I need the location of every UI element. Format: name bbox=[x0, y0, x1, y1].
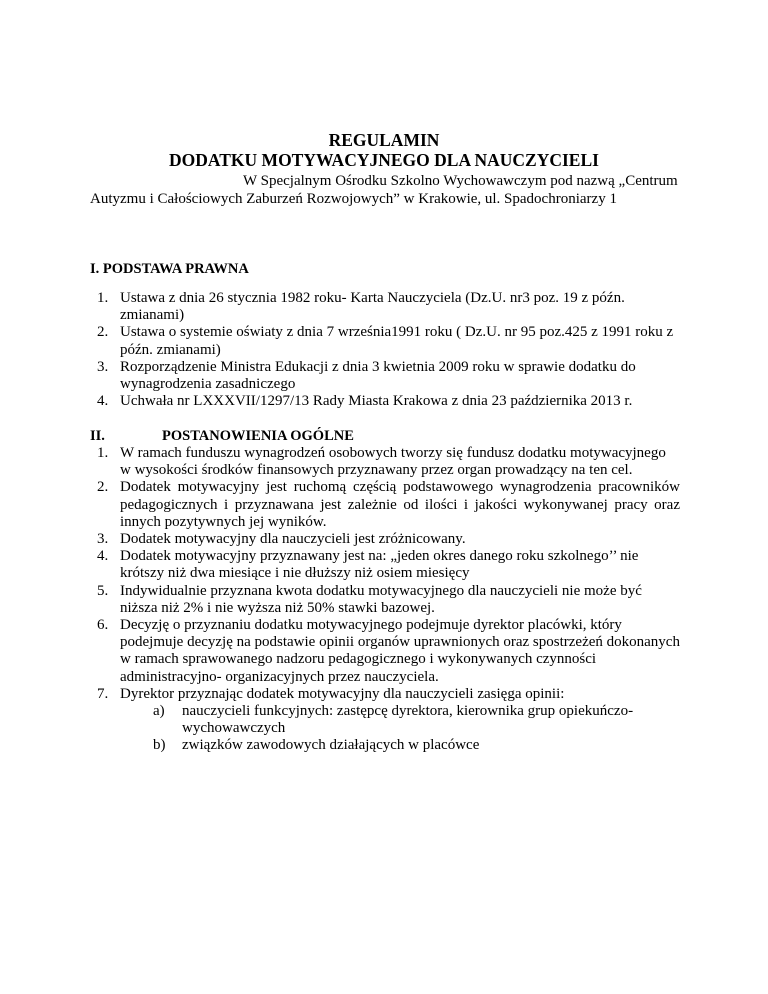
section-1-list bbox=[90, 290, 680, 410]
list-item bbox=[90, 393, 680, 410]
sub-list-item bbox=[120, 703, 680, 737]
list-item bbox=[90, 686, 680, 755]
list-item-text: Indywidualnie przyznana kwota dodatku motywacyjnego dla nauczycieli nie może być niższa niż 2% i nie wyższa niż 50% stawki bazowej. bbox=[120, 582, 642, 616]
document-subtitle: W Specjalnym Ośrodku Szkolno Wychowawczym pod nazwą „Centrum Autyzmu i Całościowych Zaburzeń Rozwojowych” w Krakowie, ul. Spadochroniarzy 1 bbox=[90, 173, 678, 207]
list-item-text: Ustawa z dnia 26 stycznia 1982 roku- Karta Nauczyciela (Dz.U. nr3 poz. 19 z późn. zmianami) bbox=[120, 290, 625, 324]
list-item-number: 5. bbox=[97, 582, 109, 599]
list-item-number: 3. bbox=[97, 531, 109, 548]
list-item bbox=[90, 359, 680, 393]
list-item-text: Ustawa o systemie oświaty z dnia 7 września1991 roku ( Dz.U. nr 95 poz.425 z 1991 roku z późn. zmianami) bbox=[120, 324, 674, 358]
document-title bbox=[0, 130, 768, 170]
list-item-number: 1. bbox=[97, 445, 109, 461]
list-item bbox=[90, 548, 680, 582]
list-item bbox=[90, 290, 680, 324]
list-item-text: Uchwała nr LXXXVII/1297/13 Rady Miasta Krakowa z dnia 23 października 2013 r. bbox=[120, 393, 633, 410]
sub-list bbox=[120, 703, 680, 755]
list-item-text: Dodatek motywacyjny jest ruchomą częścią podstawowego wynagrodzenia pracowników pedagogicznych i przyznawana jest zależnie od ilości i jakości wykonywanej pracy oraz innych pozytywnych jej wyników. bbox=[120, 479, 680, 530]
sub-list-item-text: związków zawodowych działających w placówce bbox=[182, 737, 480, 754]
list-item-text: Rozporządzenie Ministra Edukacji z dnia 3 kwietnia 2009 roku w sprawie dodatku do wynagrodzenia zasadniczego bbox=[120, 358, 636, 393]
list-item-text: Dyrektor przyznając dodatek motywacyjny dla nauczycieli zasięga opinii: bbox=[120, 685, 565, 702]
list-item-number: 3. bbox=[97, 358, 109, 375]
list-item-number: 6. bbox=[97, 617, 109, 634]
list-item bbox=[90, 324, 680, 358]
section-2-number: II. bbox=[90, 428, 105, 444]
sub-list-item-marker: b) bbox=[153, 737, 166, 754]
sub-list-item-marker: a) bbox=[153, 703, 165, 720]
list-item bbox=[90, 617, 680, 686]
title-line-1: REGULAMIN bbox=[328, 130, 440, 150]
list-item-text: Dodatek motywacyjny przyznawany jest na: „jeden okres danego roku szkolnego’’ nie krótszy niż dwa miesiące i nie dłuższy niż osiem miesięcy bbox=[120, 548, 639, 582]
list-item-number: 4. bbox=[97, 548, 109, 565]
section-2-list bbox=[90, 445, 680, 755]
list-item-number: 2. bbox=[97, 479, 109, 496]
list-item bbox=[90, 583, 680, 617]
list-item-number: 2. bbox=[97, 324, 109, 341]
list-item-number: 4. bbox=[97, 393, 109, 410]
list-item bbox=[90, 445, 680, 479]
list-item-number: 1. bbox=[97, 290, 109, 306]
section-1-heading: I. PODSTAWA PRAWNA bbox=[90, 261, 249, 277]
list-item-number: 7. bbox=[97, 685, 109, 702]
title-line-2: DODATKU MOTYWACYJNEGO DLA NAUCZYCIELI bbox=[169, 150, 599, 170]
list-item bbox=[90, 531, 680, 548]
list-item bbox=[90, 479, 680, 531]
list-item-text: Decyzję o przyznaniu dodatku motywacyjnego podejmuje dyrektor placówki, który podejmuje decyzję na podstawie opinii organów uprawnionych oraz spostrzeżeń dokonanych w ramach sprawowanego nadzoru pedagogicznego i wykonywanych czynności administracyjno- organizacyjnych przez nauczyciela. bbox=[120, 617, 680, 685]
list-item-text: W ramach funduszu wynagrodzeń osobowych tworzy się fundusz dodatku motywacyjnego w wysokości środków finansowych przyznawany przez organ prowadzący na ten cel. bbox=[120, 445, 666, 479]
section-2-heading bbox=[90, 427, 354, 445]
sub-list-item bbox=[120, 737, 680, 754]
section-2-title: POSTANOWIENIA OGÓLNE bbox=[162, 428, 354, 444]
list-item-text: Dodatek motywacyjny dla nauczycieli jest zróżnicowany. bbox=[120, 531, 466, 548]
sub-list-item-text: nauczycieli funkcyjnych: zastępcę dyrektora, kierownika grup opiekuńczo-wychowawczych bbox=[182, 703, 634, 737]
